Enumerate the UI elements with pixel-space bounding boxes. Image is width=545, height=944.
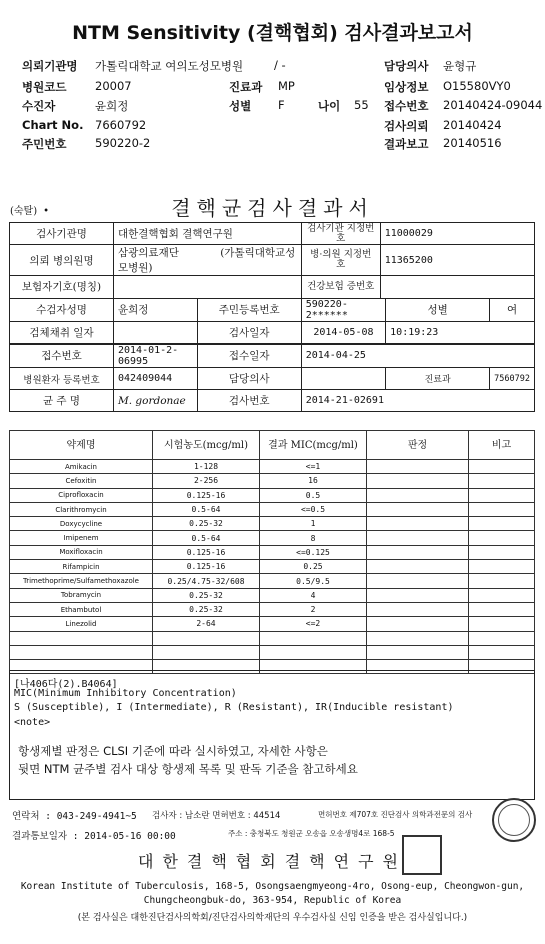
table-row xyxy=(10,502,535,516)
header-label: 접수번호 xyxy=(384,99,429,113)
table-row xyxy=(10,588,535,602)
table-row xyxy=(10,617,535,631)
table-row-empty xyxy=(10,645,535,659)
empty-cell xyxy=(260,631,367,645)
info-label: 의뢰 병의원명 xyxy=(10,245,114,276)
drug-name: Moxifloxacin xyxy=(10,545,153,559)
empty-cell xyxy=(10,645,153,659)
empty-cell xyxy=(367,645,469,659)
table-row xyxy=(10,460,535,474)
remark xyxy=(469,502,535,516)
info-value: 590220-2****** xyxy=(301,298,385,321)
note-tag: <note> xyxy=(14,717,51,728)
table-row xyxy=(10,488,535,502)
info-value: 삼광의료재단 (가톨릭대학교성모병원) xyxy=(114,245,302,276)
drug-name: Rifampicin xyxy=(10,560,153,574)
info-value: 11000029 xyxy=(380,223,534,245)
table-row-empty xyxy=(10,631,535,645)
info-label: 접수번호 xyxy=(10,344,114,368)
header-value: 20007 xyxy=(95,79,132,93)
test-range: 0.25-32 xyxy=(153,588,260,602)
info-label: 검사기관 지정번호 xyxy=(301,223,380,245)
interpretation xyxy=(367,617,469,631)
mic-result: 2 xyxy=(260,602,367,616)
header-value: 55 xyxy=(354,98,369,112)
info-value: 여 xyxy=(490,298,535,321)
square-seal-icon xyxy=(402,835,442,875)
interpretation xyxy=(367,574,469,588)
table-row xyxy=(10,531,535,545)
header-value: 가톨릭대학교 여의도성모병원 xyxy=(95,59,244,73)
drug-name: Linezolid xyxy=(10,617,153,631)
column-header: 약제명 xyxy=(10,431,153,460)
test-range: 0.125-16 xyxy=(153,560,260,574)
header-value: O15580VY0 xyxy=(443,79,511,93)
institute-address-en: Korean Institute of Tuberculosis, 168-5, Osongsaengmyeong-4ro, Osong-eup, Cheongwon-gun, xyxy=(20,881,525,892)
drug-name: Imipenem xyxy=(10,531,153,545)
info-value: 7560792 xyxy=(490,367,535,389)
info-label: 검체채취 일자 xyxy=(10,321,114,344)
header-label: 진료과 xyxy=(229,80,263,94)
round-seal-icon xyxy=(492,798,536,842)
info-label: 주민등록번호 xyxy=(197,298,301,321)
notes-box xyxy=(9,670,535,800)
remark xyxy=(469,531,535,545)
drug-name: Cefoxitin xyxy=(10,474,153,488)
test-range: 0.25-32 xyxy=(153,602,260,616)
column-header: 비고 xyxy=(469,431,535,460)
header-value: F xyxy=(278,98,285,112)
remark xyxy=(469,545,535,559)
column-header: 판정 xyxy=(367,431,469,460)
interpretation xyxy=(367,460,469,474)
mic-result: 16 xyxy=(260,474,367,488)
note-mic: MIC(Minimum Inhibitory Concentration) xyxy=(14,688,237,699)
remark xyxy=(469,588,535,602)
header-label: 수진자 xyxy=(22,99,56,113)
mic-result: <=0.125 xyxy=(260,545,367,559)
disclaimer: (본 검사실은 대한진단검사의학회/진단검사의학재단의 우수검사실 신임 인증을 받은 검사실입니다.) xyxy=(77,913,468,923)
institute-address-en: Chungcheongbuk-do, 363-954, Republic of Korea xyxy=(143,895,402,906)
test-range: 0.5-64 xyxy=(153,531,260,545)
empty-cell xyxy=(469,645,535,659)
drug-name: Amikacin xyxy=(10,460,153,474)
table-row xyxy=(10,517,535,531)
table-row xyxy=(10,602,535,616)
header-value: 590220-2 xyxy=(95,136,151,150)
info-value: 대한결핵협회 결핵연구원 xyxy=(114,223,302,245)
test-range: 0.125-16 xyxy=(153,545,260,559)
table-row xyxy=(10,560,535,574)
header-value: 20140424 xyxy=(443,118,502,132)
header-value: 7660792 xyxy=(95,118,147,132)
remark xyxy=(469,517,535,531)
remark xyxy=(469,602,535,616)
report-date: 결과통보일자 : 2014-05-16 00:00 xyxy=(12,831,176,842)
info-value: 2014-05-08 xyxy=(301,321,385,344)
header-label: 담당의사 xyxy=(384,59,429,73)
info-label: 성별 xyxy=(386,298,490,321)
remark xyxy=(469,474,535,488)
empty-cell xyxy=(153,645,260,659)
info-value: 윤희정 xyxy=(114,298,198,321)
info-label: 보험자기호(명칭) xyxy=(10,276,114,298)
sheet-title: 결핵균검사결과서 xyxy=(171,196,374,220)
note-sir: S (Susceptible), I (Intermediate), R (Resistant), IR(Inducible resistant) xyxy=(14,702,454,713)
license: 면허번호 제707호 진단검사 의학과전문의 검사 xyxy=(318,810,473,819)
interpretation xyxy=(367,502,469,516)
info-value: M. gordonae xyxy=(114,390,198,412)
drug-name: Ciprofloxacin xyxy=(10,488,153,502)
info-value: 042409044 xyxy=(114,367,198,389)
empty-cell xyxy=(10,631,153,645)
address: 주소 : 충청북도 청원군 오송읍 오송생명4로 168-5 xyxy=(228,829,395,838)
info-value xyxy=(114,321,198,344)
handwritten-mark: (숙탈) • xyxy=(10,206,50,217)
info-label: 진료과 xyxy=(386,367,490,389)
header-value-extra: / - xyxy=(274,58,286,72)
empty-cell xyxy=(260,645,367,659)
remark xyxy=(469,617,535,631)
table-row xyxy=(10,574,535,588)
info-label: 담당의사 xyxy=(197,367,301,389)
interpretation xyxy=(367,517,469,531)
info-label: 접수일자 xyxy=(197,344,301,368)
mic-result: <=2 xyxy=(260,617,367,631)
info-label: 병원환자 등록번호 xyxy=(10,367,114,389)
note-kr-line: 항생제별 판정은 CLSI 기준에 따라 실시하였고, 자세한 사항은 xyxy=(18,744,328,758)
mic-result: 0.5 xyxy=(260,488,367,502)
test-range: 2-256 xyxy=(153,474,260,488)
empty-cell xyxy=(367,631,469,645)
info-label: 수검자성명 xyxy=(10,298,114,321)
info-value: 10:19:23 xyxy=(386,321,535,344)
scanned-result-sheet xyxy=(0,168,545,944)
header-label: 병원코드 xyxy=(22,80,67,94)
info-value xyxy=(114,276,302,298)
interpretation xyxy=(367,488,469,502)
mic-result: 8 xyxy=(260,531,367,545)
info-value xyxy=(301,367,385,389)
header-value: 윤희정 xyxy=(95,99,129,113)
header-value: 윤형규 xyxy=(443,59,477,73)
header-value: MP xyxy=(278,79,295,93)
info-label: 검사번호 xyxy=(197,390,301,412)
remark xyxy=(469,560,535,574)
drug-sensitivity-table xyxy=(9,430,535,674)
report-title: NTM Sensitivity (결핵협회) 검사결과보고서 xyxy=(72,22,473,44)
interpretation xyxy=(367,474,469,488)
header-value: 20140424-09044 xyxy=(443,98,543,112)
note-code: [나406다(2).B4064] xyxy=(14,679,118,690)
header-label: 성별 xyxy=(229,99,252,113)
patient-info-table xyxy=(9,222,535,412)
remark xyxy=(469,460,535,474)
header-label: 결과보고 xyxy=(384,137,429,151)
interpretation xyxy=(367,531,469,545)
info-label: 검사기관명 xyxy=(10,223,114,245)
empty-cell xyxy=(153,631,260,645)
remark xyxy=(469,574,535,588)
test-range: 0.5-64 xyxy=(153,502,260,516)
header-label: 검사의뢰 xyxy=(384,119,429,133)
header-label: 의뢰기관명 xyxy=(22,59,78,73)
contact: 연락처 : 043-249-4941~5 xyxy=(12,811,137,822)
test-range: 2-64 xyxy=(153,617,260,631)
drug-name: Trimethoprime/Sulfamethoxazole xyxy=(10,574,153,588)
header-label: 주민번호 xyxy=(22,137,67,151)
column-header: 시험농도(mcg/ml) xyxy=(153,431,260,460)
mic-result: 0.25 xyxy=(260,560,367,574)
examiner: 검사자 : 남소란 면허번호 : 44514 xyxy=(152,811,281,821)
header-value: 20140516 xyxy=(443,136,502,150)
info-value xyxy=(380,276,534,298)
info-value: 2014-21-02691 xyxy=(301,390,534,412)
mic-result: <=0.5 xyxy=(260,502,367,516)
test-range: 1-128 xyxy=(153,460,260,474)
mic-result: 0.5/9.5 xyxy=(260,574,367,588)
mic-result: 4 xyxy=(260,588,367,602)
mic-result: <=1 xyxy=(260,460,367,474)
interpretation xyxy=(367,545,469,559)
test-range: 0.125-16 xyxy=(153,488,260,502)
table-row xyxy=(10,474,535,488)
info-label: 병·의원 지정번호 xyxy=(301,245,380,276)
drug-name: Doxycycline xyxy=(10,517,153,531)
note-kr-line: 뒷면 NTM 균주별 검사 대상 항생제 목록 및 판독 기준을 참고하세요 xyxy=(18,762,358,776)
interpretation xyxy=(367,560,469,574)
info-label: 검사일자 xyxy=(197,321,301,344)
empty-cell xyxy=(469,631,535,645)
info-label: 균 주 명 xyxy=(10,390,114,412)
table-row xyxy=(10,545,535,559)
mic-result: 1 xyxy=(260,517,367,531)
header-label: 나이 xyxy=(318,99,341,113)
header-label: Chart No. xyxy=(22,118,84,132)
interpretation xyxy=(367,588,469,602)
drug-name: Ethambutol xyxy=(10,602,153,616)
header-label: 임상정보 xyxy=(384,80,429,94)
test-range: 0.25/4.75-32/608 xyxy=(153,574,260,588)
info-label: 건강보험 증번호 xyxy=(301,276,380,298)
drug-name: Tobramycin xyxy=(10,588,153,602)
info-value: 2014-01-2-06995 xyxy=(114,344,198,368)
drug-name: Clarithromycin xyxy=(10,502,153,516)
info-value: 2014-04-25 xyxy=(301,344,534,368)
test-range: 0.25-32 xyxy=(153,517,260,531)
info-value: 11365200 xyxy=(380,245,534,276)
interpretation xyxy=(367,602,469,616)
institute-name: 대한결핵협회결핵연구원 xyxy=(137,852,408,871)
remark xyxy=(469,488,535,502)
column-header: 결과 MIC(mcg/ml) xyxy=(260,431,367,460)
